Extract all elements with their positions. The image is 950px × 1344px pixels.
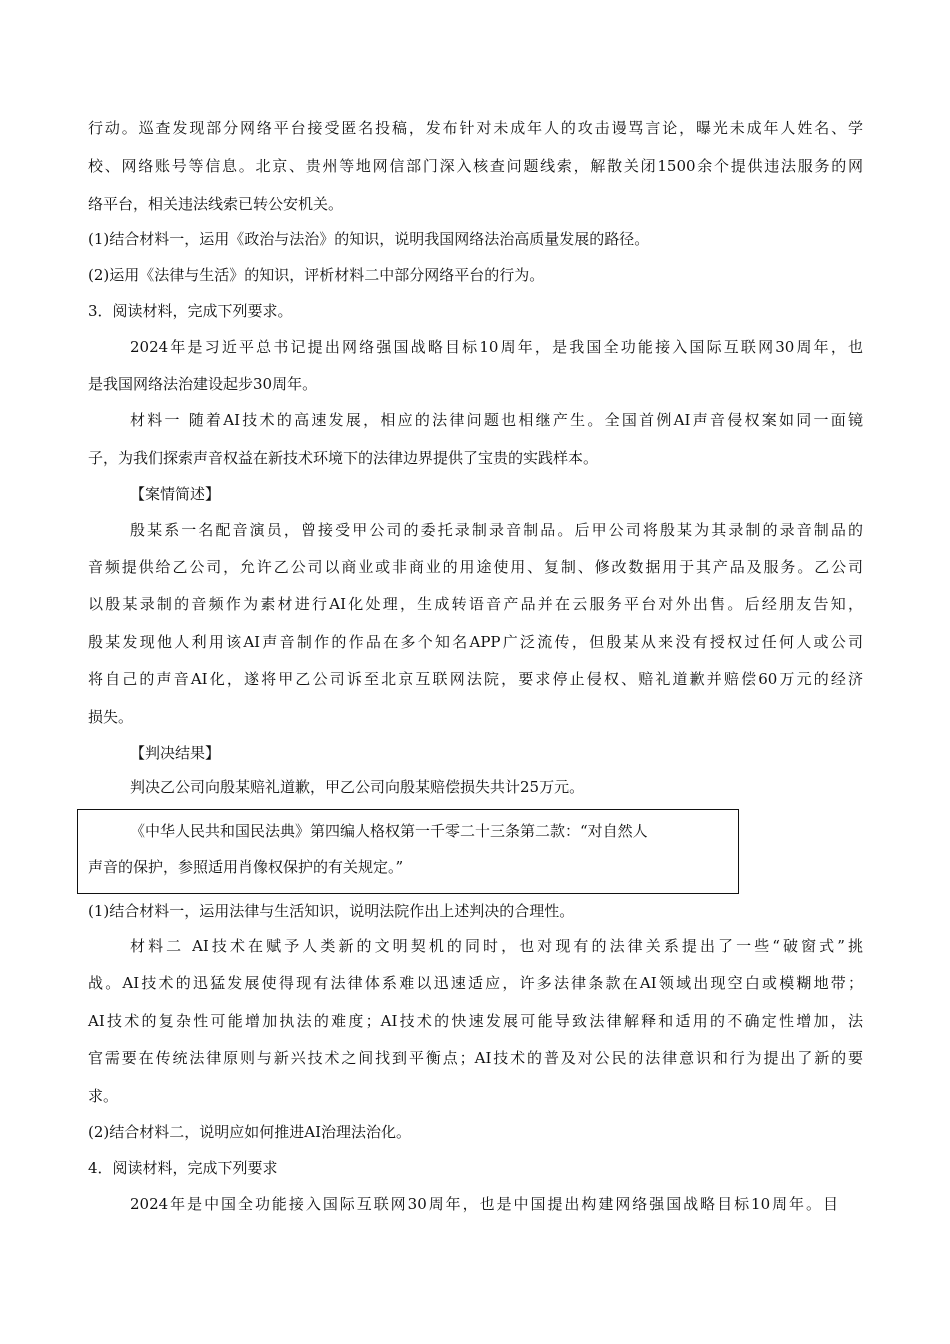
question-item: (1)结合材料一，运用《政治与法治》的知识，说明我国网络法治高质量发展的路径。 [88, 230, 650, 248]
section-heading: 【判决结果】 [130, 744, 221, 762]
case-line: 将自己的声音AI化，遂将甲乙公司诉至北京互联网法院，要求停止侵权、赔礼道歉并赔偿60万元的经济 [88, 670, 863, 688]
paragraph-line: 络平台，相关违法线索已转公安机关。 [88, 195, 344, 213]
paragraph-line: 行动。巡查发现部分网络平台接受匿名投稿，发布针对未成年人的攻击谩骂言论，曝光未成年人姓名、学 [88, 119, 863, 137]
question-item: (2)结合材料二，说明应如何推进AI治理法治化。 [88, 1123, 412, 1141]
quote-line: 《中华人民共和国民法典》第四编人格权第一千零二十三条第二款：“对自然人 [130, 822, 648, 840]
question-heading: 4．阅读材料，完成下列要求 [88, 1159, 278, 1177]
question-heading: 3．阅读材料，完成下列要求。 [88, 302, 293, 320]
case-line: 殷某发现他人利用该AI声音制作的作品在多个知名APP广泛流传，但殷某从来没有授权过任何人或公司 [88, 633, 863, 651]
paragraph-line: 校、网络账号等信息。北京、贵州等地网信部门深入核查问题线索，解散关闭1500余个提供违法服务的网 [88, 157, 863, 175]
material-line: 子，为我们探索声音权益在新技术环境下的法律边界提供了宝贵的实践样本。 [88, 449, 599, 467]
paragraph-line: 2024年是习近平总书记提出网络强国战略目标10周年，是我国全功能接入国际互联网30周年，也 [130, 338, 863, 356]
material-line: 求。 [88, 1087, 119, 1105]
case-line: 损失。 [88, 708, 134, 726]
material-line: 官需要在传统法律原则与新兴技术之间找到平衡点；AI技术的普及对公民的法律意识和行为提出了新的要 [88, 1049, 863, 1067]
quote-line: 声音的保护，参照适用肖像权保护的有关规定。” [88, 858, 404, 876]
material-line: 材料一 随着AI技术的高速发展，相应的法律问题也相继产生。全国首例AI声音侵权案如同一面镜 [130, 411, 863, 429]
verdict-line: 判决乙公司向殷某赔礼道歉，甲乙公司向殷某赔偿损失共计25万元。 [130, 778, 585, 796]
question-item: (2)运用《法律与生活》的知识，评析材料二中部分网络平台的行为。 [88, 266, 545, 284]
material-line: 战。AI技术的迅猛发展使得现有法律体系难以迅速适应，许多法律条款在AI领域出现空白或模糊地带； [88, 974, 863, 992]
material-line: AI技术的复杂性可能增加执法的难度；AI技术的快速发展可能导致法律解释和适用的不确定性增加，法 [88, 1012, 863, 1030]
case-line: 音频提供给乙公司，允许乙公司以商业或非商业的用途使用、复制、修改数据用于其产品及服务。乙公司 [88, 558, 863, 576]
paragraph-line: 是我国网络法治建设起步30周年。 [88, 375, 318, 393]
material-line: 材料二 AI技术在赋予人类新的文明契机的同时，也对现有的法律关系提出了一些“破窗式”挑 [130, 937, 863, 955]
case-line: 殷某系一名配音演员，曾接受甲公司的委托录制录音制品。后甲公司将殷某为其录制的录音制品的 [130, 521, 863, 539]
section-heading: 【案情简述】 [130, 485, 221, 503]
paragraph-line: 2024年是中国全功能接入国际互联网30周年，也是中国提出构建网络强国战略目标10周年。目 [130, 1195, 838, 1213]
question-item: (1)结合材料一，运用法律与生活知识，说明法院作出上述判决的合理性。 [88, 902, 575, 920]
case-line: 以殷某录制的音频作为素材进行AI化处理，生成转语音产品并在云服务平台对外出售。后经朋友告知， [88, 595, 863, 613]
